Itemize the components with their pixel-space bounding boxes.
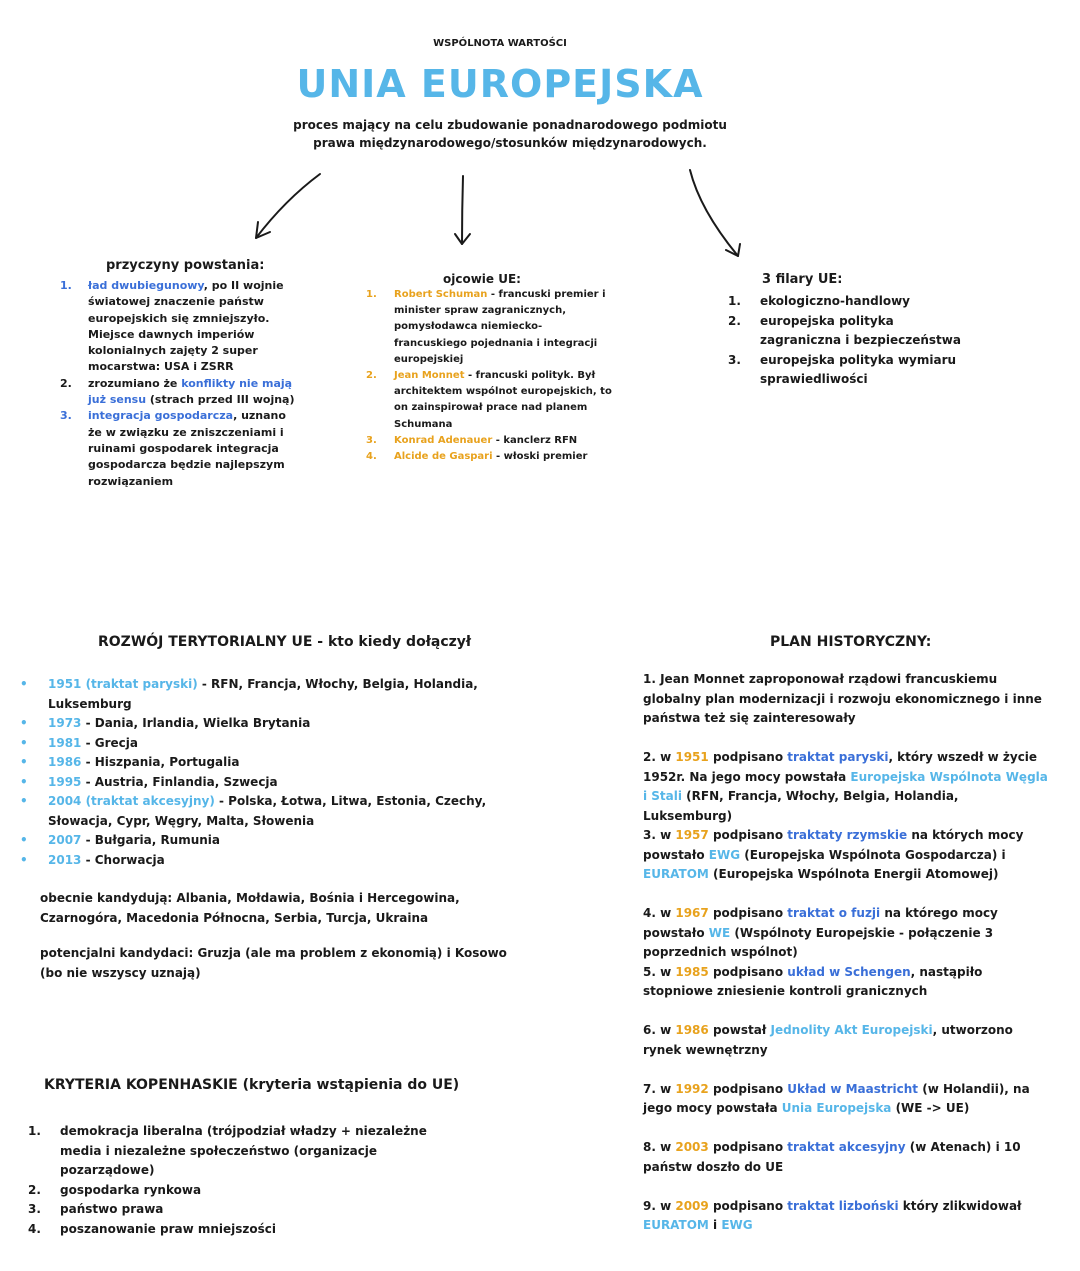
list-item: • 2007 - Bułgaria, Rumunia [20,833,221,847]
list-item: 4. Alcide de Gaspari - włoski premier [366,451,588,463]
list-item: 9. w 2009 podpisano traktat lizboński który zlikwidował EURATOM i EWG [643,1198,1022,1232]
list-item: • 2013 - Chorwacja [20,852,165,867]
list-item: 3. europejska polityka wymiaru sprawiedliwości [728,352,957,386]
list-item: • 2004 (traktat akcesyjny) - Polska, Łotwa, Litwa, Estonia, Czechy, Słowacja, Cypr, Węgry, Malta, Słowenia [20,794,487,828]
list-item: 3. w 1957 podpisano traktaty rzymskie na których mocy powstało EWG (Europejska Wspólnota Gospodarcza) i EURATOM (Europejska Wspólnota Energii Atomowej) [643,828,1024,881]
list-item: 2. gospodarka rynkowa [28,1182,202,1197]
pillars-list [728,292,974,390]
causes-list [60,278,296,490]
page-title: UNIA EUROPEJSKA [296,62,704,106]
list-item: 1. Robert Schuman - francuski premier i minister spraw zagranicznych, pomysłodawca niemiecko-francuskiego pojednania i integracji europejskiej [366,289,606,365]
fathers-list [366,287,612,465]
fathers-heading: ojcowie UE: [443,272,521,286]
list-item: 8. w 2003 podpisano traktat akcesyjny (w Atenach) i 10 państw doszło do UE [643,1140,1021,1174]
list-item: • 1986 - Hiszpania, Portugalia [20,755,240,769]
arrows-diagram [0,0,1080,280]
arrow-left [256,174,320,238]
list-item: • 1973 - Dania, Irlandia, Wielka Brytania [20,716,311,730]
definition: proces mający na celu zbudowanie ponadnarodowego podmiotu prawa międzynarodowego/stosunków międzynarodowych. [293,118,727,150]
list-item: 5. w 1985 podpisano układ w Schengen, nastąpiło stopniowe zniesienie kontroli granicznych [643,964,983,998]
list-item: 4. w 1967 podpisano traktat o fuzji na którego mocy powstało WE (Wspólnoty Europejskie - połączenie 3 poprzednich wspólnot) [643,906,998,959]
list-item: 6. w 1986 powstał Jednolity Akt Europejski, utworzono rynek wewnętrzny [643,1023,1013,1057]
subtitle: WSPÓLNOTA WARTOŚCI [433,38,567,49]
list-item: 7. w 1992 podpisano Układ w Maastricht (w Holandii), na jego mocy powstała Unia Europejska (WE -> UE) [643,1081,1030,1115]
potential-candidates: potencjalni kandydaci: Gruzja (ale ma problem z ekonomią) i Kosowo (bo nie wszyscy uznają) [40,946,507,980]
list-item: 1. ekologiczno-handlowy [728,294,911,308]
list-item: 1. ład dwubiegunowy, po II wojnie światowej znaczenie państw europejskich się zmniejszyło. Miejsce dawnych imperiów kolonialnych zajęty 2 super mocarstwa: USA i ZSRR [60,279,284,374]
causes-heading: przyczyny powstania: [106,258,265,273]
list-item: 2. zrozumiano że konflikty nie mają już sensu (strach przed III wojną) [60,376,295,407]
list-item: 2. w 1951 podpisano traktat paryski, który wszedł w życie 1952r. Na jego mocy powstała Europejska Wspólnota Węgla i Stali (RFN, Francja, Włochy, Belgia, Holandia, Luksemburg) [643,750,1048,823]
list-item: • 1951 (traktat paryski) - RFN, Francja, Włochy, Belgia, Holandia, Luksemburg [20,677,478,711]
copenhagen-heading: KRYTERIA KOPENHASKIE (kryteria wstąpienia do UE) [44,1077,460,1093]
current-candidates: obecnie kandydują: Albania, Mołdawia, Bośnia i Hercegowina, Czarnogóra, Macedonia Północna, Serbia, Turcja, Ukraina [40,891,460,925]
list-item: 3. państwo prawa [28,1202,164,1216]
list-item: • 1981 - Grecja [20,735,138,750]
arrow-center [462,176,463,244]
pillars-heading: 3 filary UE: [762,272,843,287]
list-item: 1. demokracja liberalna (trójpodział władzy + niezależne media i niezależne społeczeństwo (organizacje pozarządowe) [28,1124,427,1177]
list-item: 3. Konrad Adenauer - kanclerz RFN [366,434,578,446]
list-item: 3. integracja gospodarcza, uznano że w związku ze zniszczeniami i ruinami gospodarek integracja gospodarcza będzie najlepszym rozwiązaniem [60,409,286,488]
plan-list [643,670,1048,1236]
territorial-list [20,675,524,870]
plan-heading: PLAN HISTORYCZNY: [770,634,932,650]
list-item: 1. Jean Monnet zaproponował rządowi francuskiemu globalny plan modernizacji i rozwoju ekonomicznego i inne państwa też się zainteresowały [643,672,1042,725]
arrow-right [690,170,738,256]
list-item: • 1995 - Austria, Finlandia, Szwecja [20,774,278,789]
copenhagen-list [28,1122,444,1239]
list-item: 4. poszanowanie praw mniejszości [28,1221,277,1236]
list-item: 2. europejska polityka zagraniczna i bezpieczeństwa [728,313,961,347]
territorial-heading: ROZWÓJ TERYTORIALNY UE - kto kiedy dołączył [98,634,472,650]
list-item: 2. Jean Monnet - francuski polityk. Był architektem wspólnot europejskich, to on zainspirował prace nad planem Schumana [366,370,612,430]
